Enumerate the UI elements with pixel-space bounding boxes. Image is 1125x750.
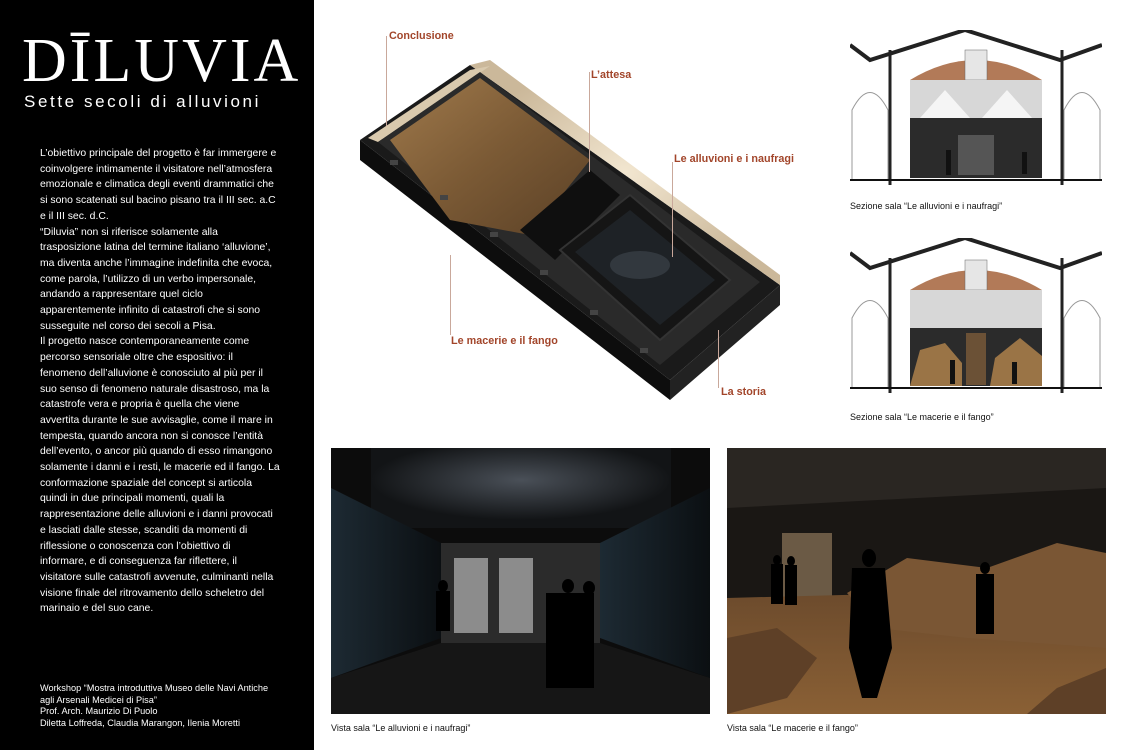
paragraph-3: Il progetto nasce contemporaneamente come percorso sensoriale oltre che espositivo: il fenomeno dell’alluvione è conosciuto al più per il suo senso di fenomeno naturale disastroso, ma la catastrofe vera e propria è quella che viene avvertita durante le sue avvisaglie, come il mare in tempesta, quando ancora non si conosce l’entità dell’evento, o ancor più quando di esso rimangono solamente i danni e i resti, le macerie ed il fango. La conformazione spaziale del concept si articola quindi in due principali momenti, quali la rappresentazione delle alluvioni e i danni provocati e lasciati dalle stesse, scanditi da momenti di riflessione o conoscenza con l’obiettivo di informare, e di conseguenza far riflettere, il visitatore sulle catastrofi avvenute, culminanti nella visione finale del ritrovamento dello scheletro del marinaio e del suo cane. [40,336,280,615]
caption-section-1: Sezione sala “Le alluvioni e i naufragi” [850,201,1003,211]
caption-render-2: Vista sala “Le macerie e il fango” [727,723,858,733]
label-alluvioni: Le alluvioni e i naufragi [674,153,794,165]
description-text [40,146,280,617]
caption-render-1: Vista sala “Le alluvioni e i naufragi” [331,723,471,733]
label-macerie: Le macerie e il fango [451,335,558,347]
axonometric-drawing [330,20,800,430]
logo: DĪLUVIA [22,27,302,95]
label-storia: La storia [721,386,767,398]
label-attesa: L’attesa [591,69,632,81]
subtitle: Sette secoli di alluvioni [24,92,261,111]
leader-storia [718,330,719,388]
sidebar-panel [0,0,314,750]
credit-line-2: agli Arsenali Medicei di Pisa” [40,694,157,705]
section-drawing-macerie [850,238,1102,398]
leader-attesa [589,72,590,172]
section-drawing-alluvioni [850,30,1102,190]
leader-alluvioni [672,162,673,257]
label-conclusione: Conclusione [389,30,454,42]
credit-line-1: Workshop “Mostra introduttiva Museo delle Navi Antiche [40,683,269,693]
leader-conclusione [386,36,387,126]
render-macerie-view [727,448,1106,714]
caption-section-2: Sezione sala “Le macerie e il fango” [850,412,994,422]
paragraph-1: L’obiettivo principale del progetto è far immergere e coinvolgere intimamente il visitatore nell’atmosfera emozionale e climatica degli eventi drammatici che si sono scatenati sul bacino pisano tra il III sec. a.C e il III sec. d.C. [40,148,277,222]
paragraph-2: “Diluvia” non si riferisce solamente alla trasposizione latina del termine italiano ‘alluvione’, ma diventa anche l’immagine indefinita che evoca, come parola, l’utilizzo di un verbo impersonale, andando a rappresentare quel ciclo apparentemente infinito di catastrofi che si sono susseguite nel corso dei secoli a Pisa. [40,226,273,332]
credit-line-3: Prof. Arch. Maurizio Di Puolo [40,706,158,717]
render-alluvioni-view [331,448,710,714]
credit-line-4: Diletta Loffreda, Claudia Marangon, Ilenia Moretti [40,717,241,728]
leader-macerie [450,255,451,335]
credits [40,683,290,729]
